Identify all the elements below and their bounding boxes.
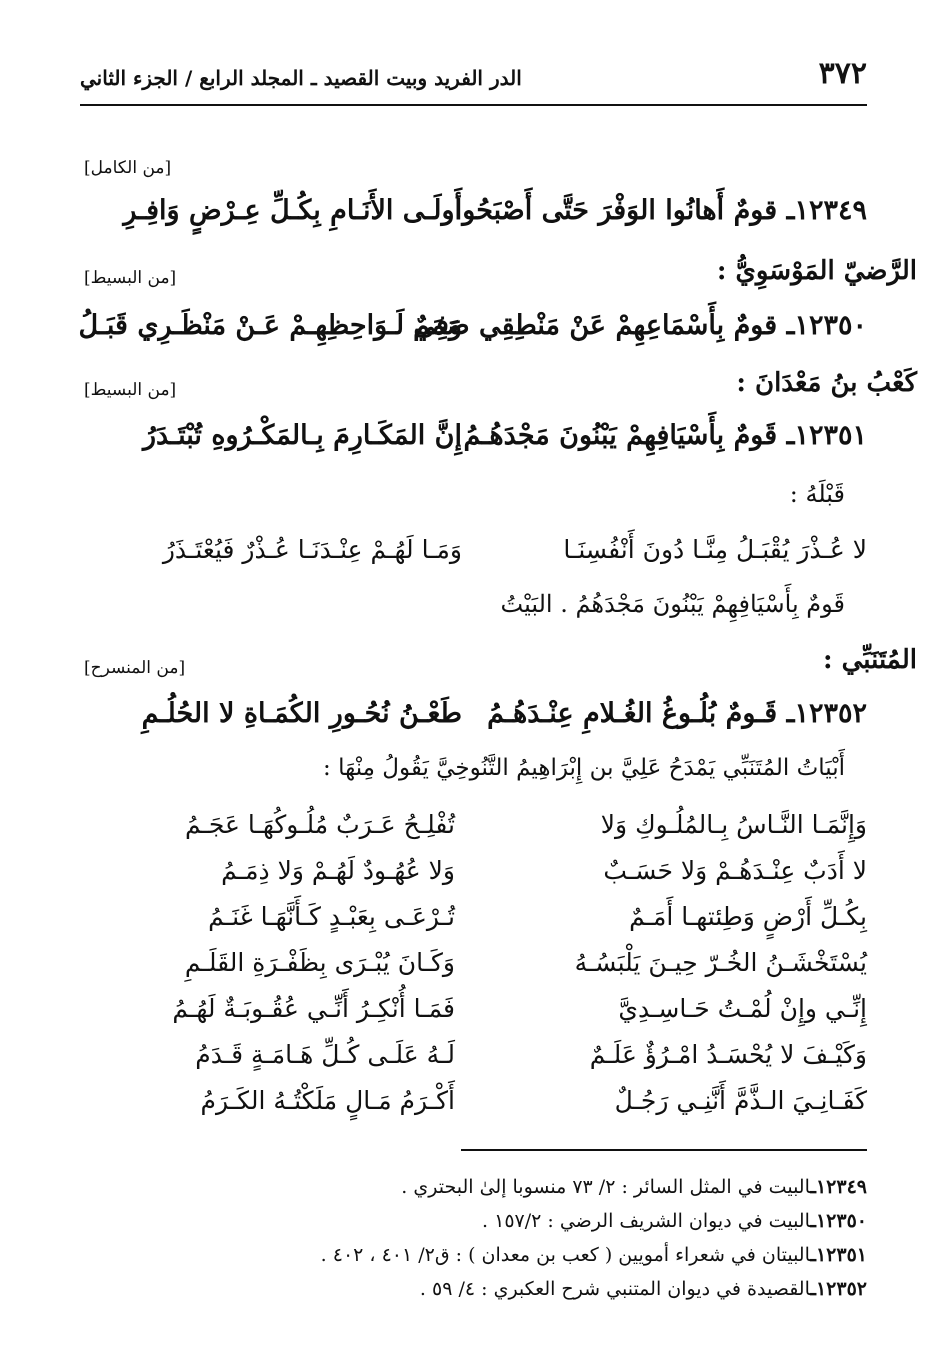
poem-hemistich-left: أَكْـرَمُ مَـالٍ مَلَكْتُـهُ الكَـرَمُ — [200, 1086, 455, 1115]
before-label: قَبْلَهُ : — [789, 480, 845, 508]
poem-hemistich-right: كَفَـانِـيَ الـذَّمَّ أَنَّنِـي رَجُـلٌ — [614, 1086, 867, 1115]
footnote-text: البيت في المثل السائر : ٢/ ٧٣ منسوبا إلىٰ البحتري . — [401, 1176, 811, 1198]
footnote-number: ١٢٣٥٢ـ — [810, 1278, 867, 1300]
footnote — [80, 1210, 867, 1232]
verse-line — [80, 310, 867, 360]
verse-text: قومٌ بِأَسْمَاعِهِمْ عَنْ مَنْطِقِي صَمَمٌ — [413, 310, 778, 341]
verse-line — [80, 195, 867, 245]
poet-attribution: كَعْبُ بنُ مَعْدَانَ : — [736, 368, 917, 398]
poem-hemistich-right: إِنِّـي وإِنْ لُمْـتُ حَـاسِـدِيَّ — [618, 994, 867, 1023]
poet-attribution: الرَّضيّ المَوْسَوِيُّ : — [716, 256, 917, 286]
repeat-verse-line: قَومٌ بِأَسْيَافِهِمْ يَبْنُونَ مَجْدَهُمُ . البَيْتُ — [500, 590, 845, 618]
poem-hemistich-left: تُفْلِـحُ عَـرَبٌ مُلُـوكُهَـا عَجَـمُ — [184, 810, 455, 839]
verse-text: قَـومٌ بُلُـوغُ الغُـلامِ عِنْـدَهُـمُ — [487, 698, 778, 729]
verse-hemistich-right — [454, 195, 867, 226]
poem-verse — [120, 856, 867, 902]
footnote-number: ١٢٣٤٩ـ — [810, 1176, 867, 1198]
poem-verse — [120, 948, 867, 994]
verse-text: قومٌ أَهانُوا الوَفْرَ حَتَّى أَصْبَحُوا — [454, 195, 778, 226]
poem-hemistich-left: تُـرْعَـى بِعَبْـدٍ كَـأَنَّهَـا غَنَـمُ — [208, 902, 455, 931]
verse-hemistich-left: إِنَّ المَكَـارِمَ بِـالمَكْـرُوهِ تُبْتَـدَرُ — [143, 420, 462, 451]
verse-hemistich-left: أَولَـى الأَنَـامِ بِكُـلِّ عِـرْضٍ وَافِـرِ — [123, 195, 462, 226]
poem-verse — [120, 902, 867, 948]
page-number: ٣٧٢ — [818, 56, 867, 91]
running-title: الدر الفريد وبيت القصيد ـ المجلد الرابع / الجزء الثاني — [80, 66, 522, 90]
verse-line — [80, 535, 867, 585]
poem-hemistich-right: بِكُـلِّ أَرْضٍ وَطِئتهـا أَمَـمٌ — [629, 902, 867, 931]
footnote — [80, 1278, 867, 1300]
verse-hemistich-left: وَمَـا لَهُـمْ عِنْـدَنَـا عُـذْرٌ فَيُعْتَـذَرُ — [162, 535, 462, 564]
verse-hemistich-left: طَعْـنُ نُحُـورِ الكُمَـاةِ لا الحُلُـمِ — [141, 698, 462, 729]
verse-line — [80, 420, 867, 470]
poem-verse — [120, 1040, 867, 1086]
verse-number: ١٢٣٥١ـ — [786, 420, 867, 451]
poem-hemistich-left: وَلا عُهُـودٌ لَهُـمْ وَلا ذِمَـمُ — [221, 856, 455, 885]
poem-hemistich-left: فَمَـا أُنْكِـرُ أَنِّـي عُقُـوبَـةٌ لَهُـمُ — [172, 994, 455, 1023]
verse-hemistich-left: وَفِي لَـوَاحِظِهِـمْ عَـنْ مَنْظَـرِي قَبَـلُ — [78, 310, 462, 341]
footnote-text: البيت في ديوان الشريف الرضي : ١٥٧/٢ . — [482, 1210, 811, 1232]
poem-hemistich-right: يُسْتَخْشَـنُ الخُـرّ حِيـنَ يَلْبَسُـهُ — [574, 948, 867, 977]
meter-label: [من الكامل] — [84, 158, 172, 178]
verse-text: قَومٌ بِأَسْيَافِهِمْ يَبْنُونَ مَجْدَهُـمُ — [463, 420, 778, 451]
verse-hemistich-right — [487, 698, 867, 729]
meter-label: [من المنسرح] — [84, 658, 186, 678]
poet-attribution: المُتَنَبِّي : — [822, 645, 917, 675]
footnote-text: القصيدة في ديوان المتنبي شرح العكبري : ٤/ ٥٩ . — [419, 1278, 811, 1300]
footnote-divider — [461, 1149, 867, 1151]
verse-hemistich-right — [413, 310, 867, 341]
verse-number: ١٢٣٤٩ـ — [786, 195, 867, 226]
verse-hemistich-right — [463, 420, 867, 451]
meter-label: [من البسيط] — [84, 380, 177, 400]
poem-verse — [120, 994, 867, 1040]
poem-hemistich-left: لَـهُ عَلَـى كُـلِّ هَـامَـةٍ قَـدَمُ — [195, 1040, 455, 1069]
footnote — [80, 1176, 867, 1198]
footnote-number: ١٢٣٥٠ـ — [810, 1210, 867, 1232]
poem-hemistich-right: وَإِنَّمَـا النَّـاسُ بِـالمُلُـوكِ وَلا — [600, 810, 867, 839]
verse-line — [80, 698, 867, 748]
page-header — [80, 58, 867, 106]
poem-verse — [120, 1086, 867, 1132]
poem-hemistich-right: وَكَيْـفَ لا يُحْسَـدُ امْـرُؤٌ عَلَـمٌ — [589, 1040, 867, 1069]
intro-line: أَبْيَاتُ المُتَنَبِّي يَمْدَحُ عَلِيَّ بن إِبْرَاهِيمُ التَّنُوخِيَّ يَقُولُ مِنْهَا : — [323, 755, 845, 781]
verse-number: ١٢٣٥٠ـ — [786, 310, 867, 341]
verse-number: ١٢٣٥٢ـ — [786, 698, 867, 729]
footnote-text: البيتان في شعراء أمويين ( كعب بن معدان ) : ق٢/ ٤٠١ ، ٤٠٢ . — [320, 1244, 811, 1266]
verse-hemistich-right: لا عُـذْرَ يُقْبَـلُ مِنَّـا دُونَ أَنْفُسِنَـا — [563, 535, 867, 564]
footnote — [80, 1244, 867, 1266]
poem-hemistich-left: وَكَـانَ يُبْـرَى بِظَفْـرَةِ القَلَـمِ — [184, 948, 455, 977]
meter-label: [من البسيط] — [84, 268, 177, 288]
poem-verse — [120, 810, 867, 856]
poem-hemistich-right: لا أَدَبٌ عِنْـدَهُـمْ وَلا حَسَـبٌ — [603, 856, 867, 885]
footnote-number: ١٢٣٥١ـ — [810, 1244, 867, 1266]
